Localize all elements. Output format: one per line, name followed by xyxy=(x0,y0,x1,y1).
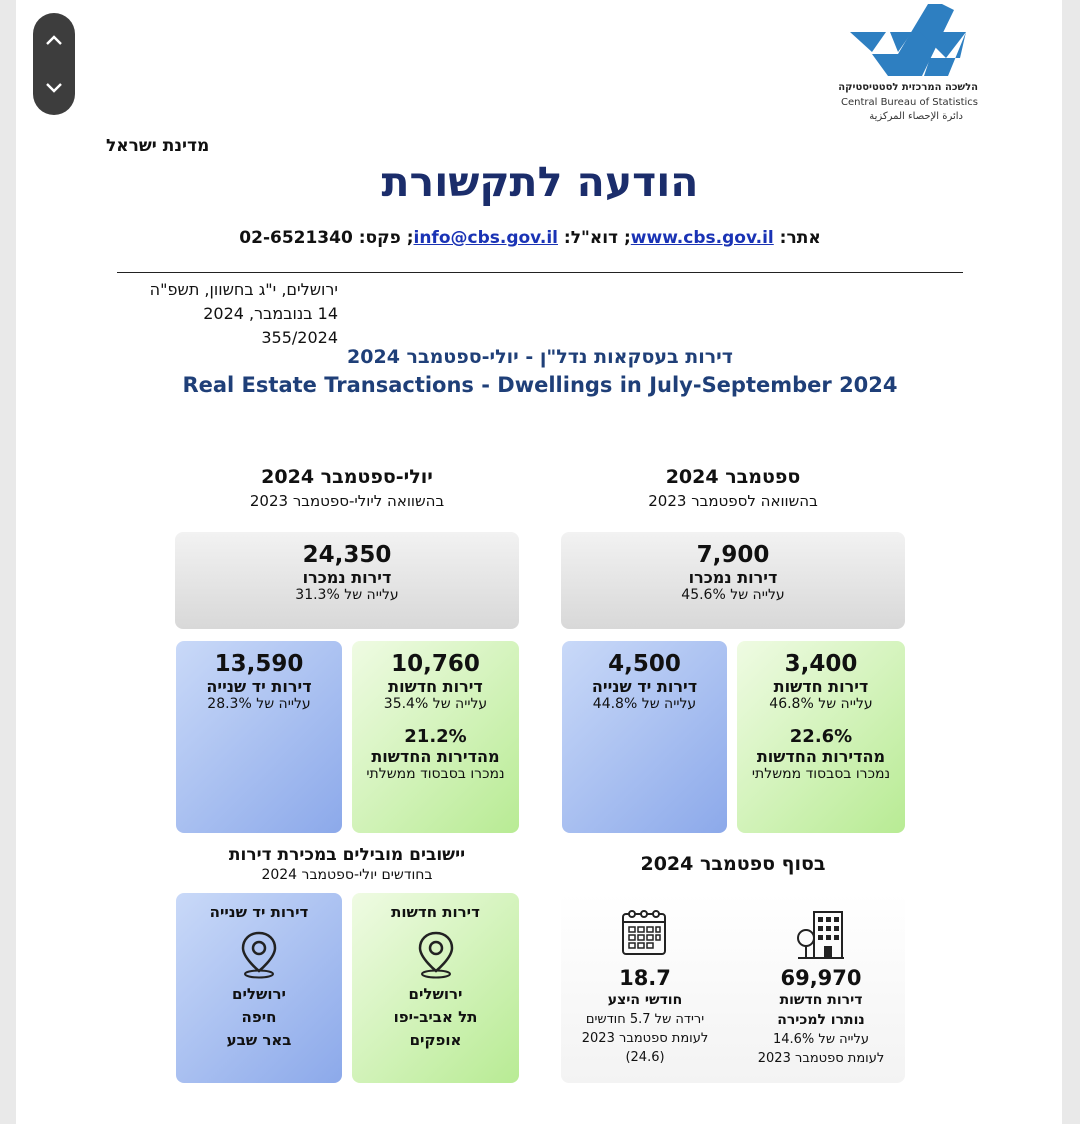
september-total-card xyxy=(561,532,905,629)
fax-label: ; פקס: xyxy=(358,228,414,248)
september-subsidy-label: מהדירות החדשות xyxy=(756,747,886,766)
cbs-logo xyxy=(828,2,988,127)
press-release-headline: הודעה לתקשורת xyxy=(381,158,699,206)
september-total-label: דירות נמכרו xyxy=(688,568,778,587)
quarter-new-value: 10,760 xyxy=(391,651,480,677)
logo-arabic-text: دائرة الإحصاء المركزية xyxy=(869,111,963,122)
leading-second-hand-city-1: ירושלים xyxy=(232,985,286,1003)
quarter-second-hand-change: עלייה של 28.3% xyxy=(207,696,311,712)
leading-second-hand-city-2: חיפה xyxy=(241,1008,277,1026)
gregorian-date: 14 בנובמבר, 2024 xyxy=(203,304,338,323)
quarter-subsidy-label: מהדירות החדשות xyxy=(371,747,500,766)
september-total-value: 7,900 xyxy=(696,542,770,568)
site-label: אתר: xyxy=(779,228,821,248)
unsold-label-2: נותרו למכירה xyxy=(777,1012,865,1028)
hebrew-date: ירושלים, י"ג בחשוון, תשפ"ה xyxy=(149,280,338,299)
site-link[interactable]: www.cbs.gov.il xyxy=(630,228,774,248)
quarter-second-hand-label: דירות יד שנייה xyxy=(206,677,312,696)
leading-second-hand-city-3: באר שבע xyxy=(226,1031,292,1049)
unsold-value: 69,970 xyxy=(780,966,862,990)
title-english: Real Estate Transactions - Dwellings in July-September 2024 xyxy=(182,373,898,397)
leading-new-label: דירות חדשות xyxy=(391,903,480,921)
quarter-subsidy-note: נמכרו בסבסוד ממשלתי xyxy=(366,766,505,782)
page-navigation xyxy=(33,13,75,115)
unsold-change: עלייה של 14.6% xyxy=(772,1032,869,1047)
leading-second-hand-card xyxy=(176,893,342,1083)
leading-second-hand-label: דירות יד שנייה xyxy=(209,903,309,921)
leading-new-city-1: ירושלים xyxy=(408,985,463,1003)
quarter-heading xyxy=(175,466,519,510)
quarter-new-label: דירות חדשות xyxy=(388,677,483,696)
logo-hebrew-text: הלשכה המרכזית לסטטיסטיקה xyxy=(838,82,978,93)
unsold-label-1: דירות חדשות xyxy=(779,992,863,1008)
leading-new-card xyxy=(352,893,519,1083)
location-pin-icon xyxy=(416,929,456,979)
chevron-down-icon xyxy=(44,81,64,95)
september-second-hand-change: עלייה של 44.8% xyxy=(592,696,697,712)
september-heading xyxy=(561,466,905,510)
quarter-second-hand-card xyxy=(176,641,342,833)
divider xyxy=(117,272,963,273)
building-icon xyxy=(796,908,846,960)
document-page xyxy=(16,0,1062,1124)
cbs-logo-mark-icon xyxy=(828,2,988,84)
chevron-up-icon xyxy=(44,33,64,47)
leading-cities-period: בחודשים יולי-ספטמבר 2024 xyxy=(261,867,433,883)
september-new-label: דירות חדשות xyxy=(773,677,869,696)
september-new-change: עלייה של 46.8% xyxy=(769,696,873,712)
supply-months-change: ירידה של 5.7 חודשים xyxy=(585,1012,705,1027)
logo-english-text: Central Bureau of Statistics xyxy=(840,97,978,108)
september-new-value: 3,400 xyxy=(784,651,858,677)
leading-cities-heading xyxy=(175,845,519,883)
supply-months-prev: (24.6) xyxy=(625,1050,665,1065)
september-second-hand-value: 4,500 xyxy=(608,651,681,677)
end-of-month-title: בסוף ספטמבר 2024 xyxy=(640,853,826,875)
supply-months-value: 18.7 xyxy=(619,966,671,990)
september-compare: בהשוואה לספטמבר 2023 xyxy=(648,492,818,510)
supply-months-stat xyxy=(562,966,728,1067)
supply-months-label: חודשי היצע xyxy=(607,992,683,1008)
supply-months-ref: לעומת ספטמבר 2023 xyxy=(581,1031,709,1046)
september-total-change: עלייה של 45.6% xyxy=(681,587,785,603)
quarter-subsidy-pct: 21.2% xyxy=(404,726,467,747)
quarter-total-change: עלייה של 31.3% xyxy=(295,587,399,603)
fax-number: 02-6521340 xyxy=(239,228,353,248)
email-label: ; דוא"ל: xyxy=(563,228,631,248)
quarter-second-hand-value: 13,590 xyxy=(214,651,304,677)
next-page-button[interactable] xyxy=(33,65,75,111)
release-date-block xyxy=(108,278,338,350)
previous-page-button[interactable] xyxy=(33,17,75,63)
leading-new-city-2: תל אביב-יפו xyxy=(393,1008,478,1026)
quarter-new-change: עלייה של 35.4% xyxy=(383,696,488,712)
calendar-icon xyxy=(620,906,668,958)
contact-line xyxy=(220,228,840,248)
quarter-total-label: דירות נמכרו xyxy=(302,568,392,587)
september-title: ספטמבר 2024 xyxy=(665,466,801,488)
location-pin-icon xyxy=(239,929,279,979)
quarter-compare: בהשוואה ליולי-ספטמבר 2023 xyxy=(249,492,445,510)
quarter-total-card xyxy=(175,532,519,629)
leading-cities-title: יישובים מובילים במכירת דירות xyxy=(228,845,466,865)
leading-new-city-3: אופקים xyxy=(409,1031,462,1049)
unsold-ref: לעומת ספטמבר 2023 xyxy=(757,1051,885,1066)
september-subsidy-note: נמכרו בסבסוד ממשלתי xyxy=(751,766,891,782)
email-link[interactable]: info@cbs.gov.il xyxy=(413,228,558,248)
title-hebrew: דירות בעסקאות נדל"ן - יולי-ספטמבר 2024 xyxy=(347,346,733,368)
state-label: מדינת ישראל xyxy=(106,136,210,156)
september-second-hand-label: דירות יד שנייה xyxy=(591,677,698,696)
end-of-month-heading xyxy=(561,853,905,875)
september-new-card xyxy=(737,641,905,833)
quarter-total-value: 24,350 xyxy=(302,542,392,568)
unsold-dwellings-stat xyxy=(738,966,904,1068)
quarter-title: יולי-ספטמבר 2024 xyxy=(261,466,433,488)
september-subsidy-pct: 22.6% xyxy=(789,726,853,747)
september-second-hand-card xyxy=(562,641,727,833)
quarter-new-card xyxy=(352,641,519,833)
release-number: 355/2024 xyxy=(261,328,338,347)
